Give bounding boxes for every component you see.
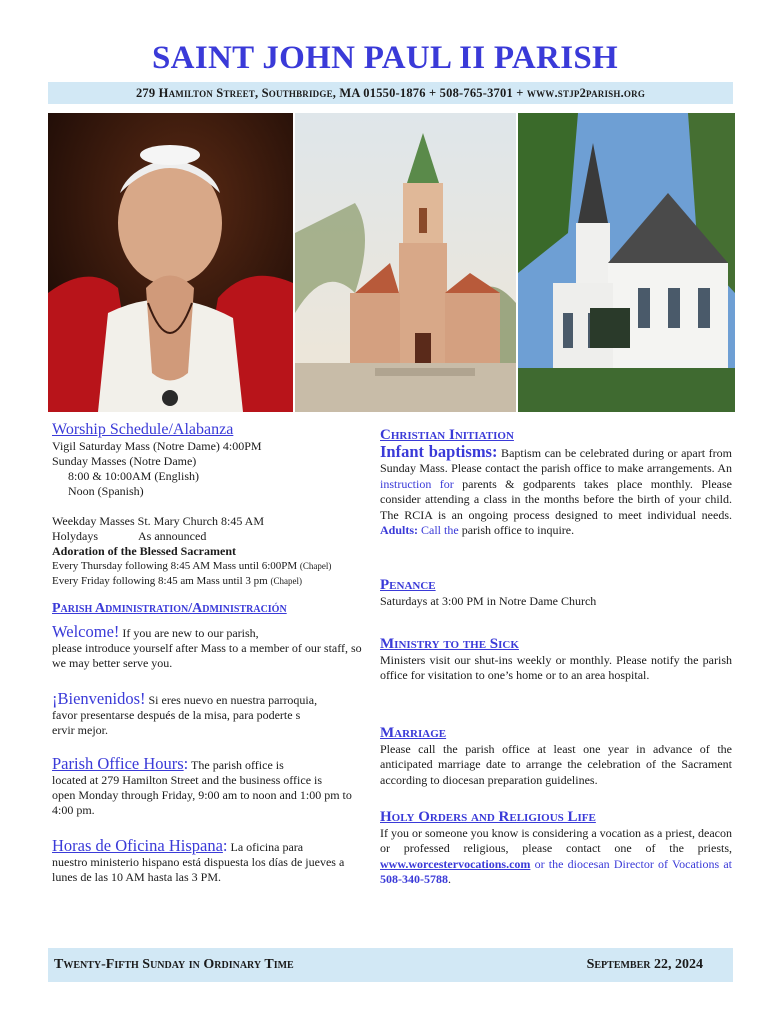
office-hours-line2: located at 279 Hamilton Street and the business office is [52, 773, 323, 787]
holy-orders-text2: or the diocesan Director of Vocations at [530, 856, 732, 871]
friday-chapel: (Chapel) [270, 576, 302, 586]
marriage-heading: Marriage [380, 725, 447, 741]
horas-paragraph [52, 838, 372, 885]
call-text: Call the [418, 523, 459, 537]
friday-adoration [52, 574, 372, 589]
adoration-heading: Adoration of the Blessed Sacrament [52, 544, 236, 558]
admin-heading: Parish Administration/Administración [52, 601, 287, 616]
adults-label: Adults: [380, 523, 419, 537]
ministry-sick-section [380, 637, 732, 684]
office-hours-lead: Parish Office Hours [52, 754, 184, 773]
holy-orders-text1: If you or someone you know is considering a vocation as a priest, deacon or professed religious, please contact one of the priests, [380, 825, 732, 855]
initiation-text3: parish office to inquire. [458, 523, 575, 537]
welcome-line1: If you are new to our parish, [119, 626, 259, 640]
bienvenidos-line3: ervir mejor. [52, 723, 108, 737]
horas-colon: : [222, 836, 228, 855]
horas-rest: nuestro ministerio hispano está dispuesta los días de jueves a lunes de las 10 AM hasta las 3 PM. [52, 855, 345, 884]
admin-section [52, 600, 372, 885]
worship-heading: Worship Schedule/Alabanza [52, 421, 234, 438]
penance-heading: Penance [380, 577, 436, 593]
thursday-adoration [52, 559, 372, 574]
friday-text: Every Friday following 8:45 am Mass until 3 pm [52, 575, 268, 587]
vocations-phone: 508-340-5788 [380, 872, 448, 886]
office-hours-line1: The parish office is [188, 758, 284, 772]
worship-section [52, 420, 372, 589]
instruction-link[interactable]: instruction for [380, 476, 454, 491]
thursday-chapel: (Chapel) [299, 561, 332, 571]
welcome-paragraph [52, 624, 372, 671]
welcome-lead: Welcome! [52, 622, 120, 641]
penance-section [380, 578, 732, 609]
office-hours-rest: open Monday through Friday, 9:00 am to noon and 1:00 pm to 4:00 pm. [52, 788, 352, 817]
bienvenidos-paragraph [52, 691, 372, 738]
bienvenidos-line1: Si eres nuevo en nuestra parroquia, [145, 693, 318, 707]
horas-line1: La oficina para [227, 840, 304, 854]
thursday-text: Every Thursday following 8:45 AM Mass until 6:00PM [52, 560, 298, 572]
office-hours-paragraph [52, 756, 372, 818]
horas-lead: Horas de Oficina Hispana [52, 836, 223, 855]
marriage-section [380, 726, 732, 788]
holydays-value: As announced [138, 529, 207, 543]
footer-bar [48, 948, 733, 982]
holydays [52, 529, 372, 544]
holy-orders-section [380, 810, 732, 888]
pope-portrait-image [48, 113, 293, 412]
page-title: SAINT JOHN PAUL II PARISH [152, 40, 618, 76]
sunday-masses: Sunday Masses (Notre Dame) [52, 454, 197, 468]
ministry-sick-text: Ministers visit our shut-ins weekly or monthly. Please notify the parish office for visitation to one’s home or to an area hospital. [380, 652, 732, 682]
christian-initiation-heading: Christian Initiation [380, 427, 514, 443]
initiation-text2: parents & godparents takes place monthly. Please consider attending a class in the months before the birth of your child. The RCIA is an ongoing process designed to meet individual needs. [380, 476, 732, 522]
holy-orders-text3: . [448, 872, 451, 886]
marriage-text: Please call the parish office at least one year in advance of the anticipated marriage date to arrange the celebration of the Sacrament according to diocesan preparation guidelines. [380, 741, 732, 787]
penance-text: Saturdays at 3:00 PM in Notre Dame Church [380, 593, 597, 608]
ministry-sick-heading: Ministry to the Sick [380, 636, 519, 652]
christian-initiation-section [380, 428, 732, 539]
welcome-rest: please introduce yourself after Mass to a member of our staff, so we may better serve you. [52, 641, 362, 670]
bienvenidos-line2: favor presentarse después de la misa, para poderte s [52, 708, 301, 722]
sunday-spanish: Noon (Spanish) [68, 484, 144, 498]
office-hours-colon: : [183, 754, 189, 773]
holy-orders-text [380, 826, 732, 888]
address-bar: 279 Hamilton Street, Southbridge, MA 01550-1876 + 508-765-3701 + www.stjp2parish.org [48, 82, 733, 104]
weekday-masses: Weekday Masses St. Mary Church 8:45 AM [52, 514, 265, 528]
bienvenidos-lead: ¡Bienvenidos! [52, 689, 146, 708]
infant-baptisms-lead: Infant baptisms: [380, 441, 498, 461]
initiation-text [380, 441, 732, 539]
vocations-link[interactable]: www.worcestervocations.com [380, 856, 531, 871]
footer-date: September 22, 2024 [586, 957, 703, 972]
footer-liturgical-day: Twenty-Fifth Sunday in Ordinary Time [54, 957, 294, 972]
holydays-label: Holydays [52, 529, 98, 543]
sunday-english: 8:00 & 10:00AM (English) [68, 469, 199, 483]
vigil-mass: Vigil Saturday Mass (Notre Dame) 4:00PM [52, 439, 262, 453]
holy-orders-heading: Holy Orders and Religious Life [380, 809, 596, 825]
notre-dame-church-image [295, 113, 516, 412]
st-mary-church-image [518, 113, 735, 412]
initiation-text1: Baptism can be celebrated during or apart from Sunday Mass. Please contact the parish office to make arrangements. An [380, 445, 732, 475]
